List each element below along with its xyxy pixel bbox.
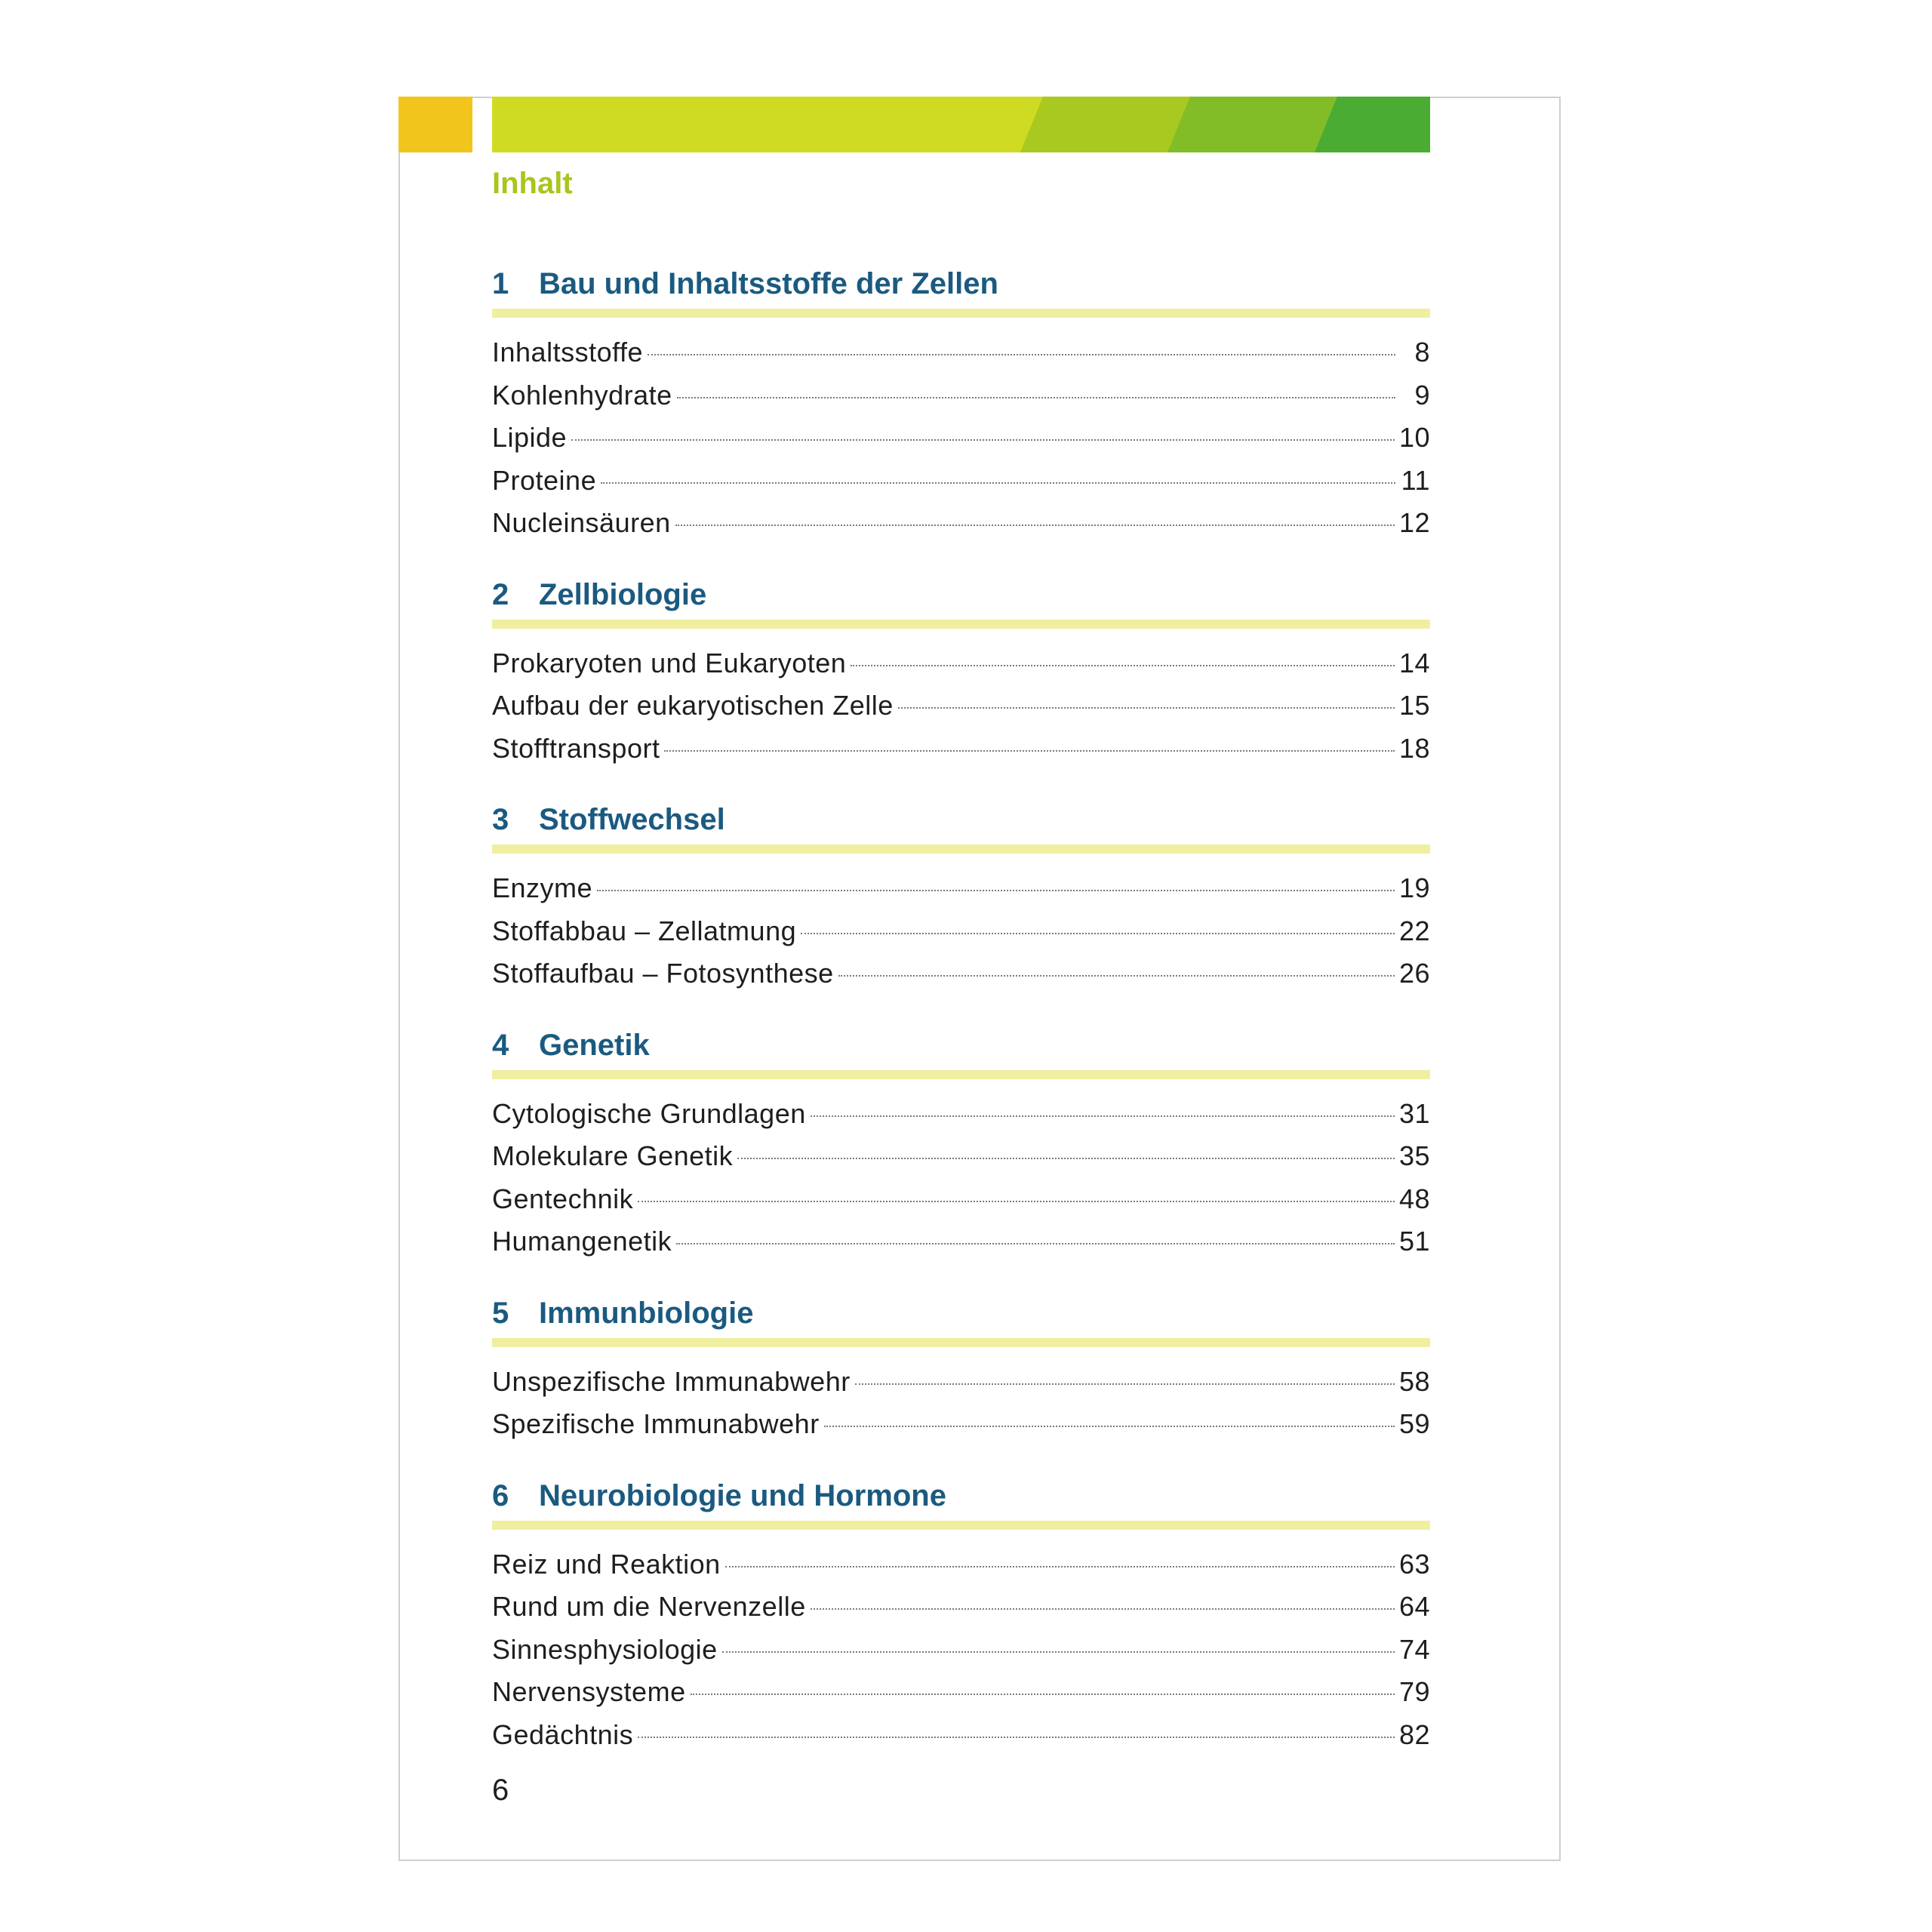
toc-entry-page: 18 — [1398, 732, 1430, 764]
chapter-title: Genetik — [539, 1028, 650, 1062]
dot-leader — [648, 354, 1395, 355]
dot-leader — [597, 890, 1395, 891]
toc-entry-page: 15 — [1398, 690, 1430, 721]
chapter-section — [492, 795, 1430, 995]
chapter-number: 4 — [492, 1028, 509, 1062]
toc-entry-page: 10 — [1398, 422, 1430, 453]
toc-entry-page: 22 — [1398, 915, 1430, 946]
toc-entry-page: 31 — [1398, 1097, 1430, 1129]
dot-leader — [811, 1115, 1395, 1117]
toc-entry-page: 82 — [1398, 1718, 1430, 1750]
chapter-number: 3 — [492, 803, 509, 836]
chapter-heading[interactable] — [492, 259, 1430, 309]
chapter-divider — [492, 309, 1430, 318]
dot-leader — [638, 1201, 1395, 1202]
toc-entry-label: Stoffaufbau – Fotosynthese — [492, 958, 834, 989]
chapter-section — [492, 1471, 1430, 1757]
toc-entry[interactable] — [492, 642, 1430, 685]
dot-leader — [677, 397, 1395, 398]
dot-leader — [801, 933, 1395, 934]
toc-entry-label: Sinnesphysiologie — [492, 1633, 718, 1665]
toc-entry[interactable] — [492, 460, 1430, 503]
toc-entry-label: Prokaryoten und Eukaryoten — [492, 647, 847, 678]
toc-entry[interactable] — [492, 331, 1430, 374]
toc-entry[interactable] — [492, 1714, 1430, 1757]
toc-entry-page: 8 — [1414, 337, 1430, 368]
chapter-heading[interactable] — [492, 1020, 1430, 1070]
toc-entry-label: Stofftransport — [492, 732, 660, 764]
toc-entry-label: Inhaltsstoffe — [492, 337, 643, 368]
chapter-number: 1 — [492, 267, 509, 300]
toc-entry[interactable] — [492, 1220, 1430, 1263]
chapter-number: 5 — [492, 1296, 509, 1330]
dot-leader — [811, 1608, 1395, 1610]
dot-leader — [737, 1158, 1395, 1159]
toc-entry[interactable] — [492, 1178, 1430, 1221]
toc-entry-label: Humangenetik — [492, 1226, 672, 1257]
toc-entry[interactable] — [492, 1361, 1430, 1404]
toc-entry-label: Lipide — [492, 422, 568, 453]
dot-leader — [725, 1566, 1395, 1567]
header-gradient-bar — [492, 97, 1430, 152]
toc-entry-page: 51 — [1398, 1226, 1430, 1257]
toc-entry-label: Rund um die Nervenzelle — [492, 1591, 806, 1622]
dot-leader — [691, 1694, 1395, 1695]
chapter-title: Immunbiologie — [539, 1296, 754, 1330]
toc-entry-page: 26 — [1398, 958, 1430, 989]
toc-entry-page: 12 — [1398, 507, 1430, 538]
toc-entry-label: Proteine — [492, 464, 597, 496]
toc-entry[interactable] — [492, 1403, 1430, 1446]
dot-leader — [638, 1737, 1395, 1738]
toc-entry[interactable] — [492, 1093, 1430, 1136]
toc-entry-page: 63 — [1398, 1548, 1430, 1580]
toc-entry-page: 35 — [1398, 1140, 1430, 1171]
toc-entry-label: Gentechnik — [492, 1183, 634, 1214]
chapter-divider — [492, 1521, 1430, 1530]
chapter-divider — [492, 1338, 1430, 1347]
dot-leader — [675, 525, 1395, 526]
table-of-contents — [492, 155, 1430, 1756]
toc-entry[interactable] — [492, 685, 1430, 728]
chapter-section — [492, 259, 1430, 545]
toc-entry[interactable] — [492, 374, 1430, 417]
toc-entry-label: Stoffabbau – Zellatmung — [492, 915, 797, 946]
toc-entry[interactable] — [492, 1586, 1430, 1629]
chapter-number: 2 — [492, 577, 509, 611]
chapter-title: Stoffwechsel — [539, 803, 725, 836]
toc-entry-label: Kohlenhydrate — [492, 379, 672, 411]
toc-entry[interactable] — [492, 1671, 1430, 1714]
chapter-title: Zellbiologie — [539, 577, 707, 611]
chapter-heading[interactable] — [492, 795, 1430, 844]
toc-entry[interactable] — [492, 1629, 1430, 1672]
chapter-section — [492, 570, 1430, 771]
toc-entry[interactable] — [492, 952, 1430, 995]
chapter-divider — [492, 620, 1430, 629]
toc-entry[interactable] — [492, 1135, 1430, 1178]
dot-leader — [676, 1243, 1395, 1244]
dot-leader — [664, 750, 1394, 752]
chapter-title: Neurobiologie und Hormone — [539, 1478, 946, 1512]
toc-entry-label: Aufbau der eukaryotischen Zelle — [492, 690, 894, 721]
toc-entry[interactable] — [492, 728, 1430, 771]
toc-entry[interactable] — [492, 1543, 1430, 1586]
toc-entry[interactable] — [492, 867, 1430, 910]
page-number: 6 — [492, 1774, 509, 1807]
toc-entry-page: 48 — [1398, 1183, 1430, 1214]
chapter-heading[interactable] — [492, 1288, 1430, 1338]
toc-entry-page: 59 — [1398, 1408, 1430, 1439]
dot-leader — [824, 1426, 1395, 1427]
chapter-section — [492, 1288, 1430, 1446]
toc-entry-page: 19 — [1398, 872, 1430, 903]
chapter-divider — [492, 844, 1430, 854]
dot-leader — [851, 665, 1395, 666]
chapter-section — [492, 1020, 1430, 1263]
toc-entry-page: 14 — [1398, 647, 1430, 678]
toc-entry-label: Reiz und Reaktion — [492, 1548, 721, 1580]
toc-entry-page: 11 — [1401, 464, 1430, 496]
chapter-number: 6 — [492, 1478, 509, 1512]
toc-entry-label: Nucleinsäuren — [492, 507, 671, 538]
toc-entry-label: Cytologische Grundlagen — [492, 1097, 806, 1129]
dot-leader — [855, 1383, 1395, 1385]
toc-entry-page: 64 — [1398, 1591, 1430, 1622]
toc-entry-label: Unspezifische Immunabwehr — [492, 1365, 851, 1397]
toc-entry-page: 58 — [1398, 1365, 1430, 1397]
toc-entry-label: Nervensysteme — [492, 1676, 686, 1707]
toc-entry-page: 79 — [1398, 1676, 1430, 1707]
dot-leader — [571, 439, 1395, 441]
toc-entry[interactable] — [492, 417, 1430, 460]
toc-entry-label: Molekulare Genetik — [492, 1140, 734, 1171]
toc-entry-page: 74 — [1398, 1633, 1430, 1665]
chapter-list — [492, 259, 1430, 1756]
chapter-heading[interactable] — [492, 570, 1430, 620]
chapter-heading[interactable] — [492, 1471, 1430, 1521]
toc-entry-label: Enzyme — [492, 872, 593, 903]
toc-entry-label: Gedächtnis — [492, 1718, 634, 1750]
dot-leader — [898, 707, 1395, 709]
dot-leader — [838, 975, 1395, 977]
toc-entry[interactable] — [492, 502, 1430, 545]
page-title: Inhalt — [492, 167, 573, 200]
chapter-title: Bau und Inhaltsstoffe der Zellen — [539, 267, 998, 300]
dot-leader — [722, 1651, 1395, 1653]
chapter-divider — [492, 1070, 1430, 1079]
corner-color-block — [398, 97, 472, 152]
toc-entry[interactable] — [492, 910, 1430, 953]
dot-leader — [601, 482, 1395, 484]
toc-entry-label: Spezifische Immunabwehr — [492, 1408, 820, 1439]
toc-entry-page: 9 — [1414, 379, 1430, 411]
